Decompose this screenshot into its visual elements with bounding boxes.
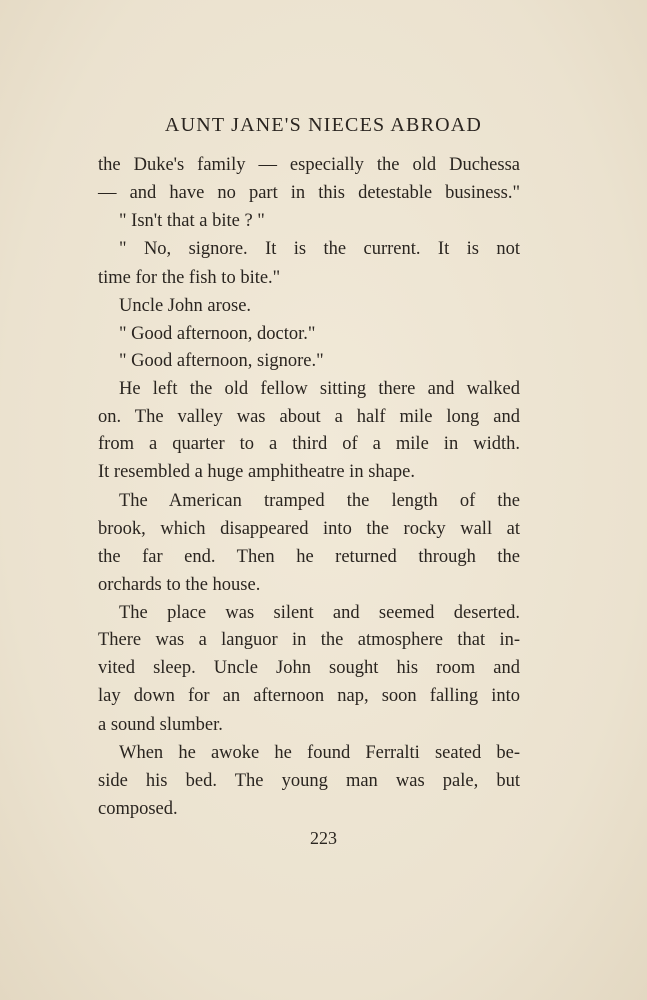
text-line: Uncle John arose.	[119, 296, 252, 316]
text-line: on. The valley was about a half mile long and	[98, 407, 520, 427]
text-line: time for the fish to bite."	[98, 268, 281, 288]
text-line: the far end. Then he returned through the	[98, 547, 520, 567]
text-line: — and have no part in this detestable business."	[98, 183, 520, 203]
text-line: The American tramped the length of the	[119, 491, 520, 511]
text-line: " Good afternoon, signore."	[119, 351, 324, 371]
text-line: When he awoke he found Ferralti seated be-	[119, 743, 520, 763]
text-line: orchards to the house.	[98, 575, 261, 595]
text-line: He left the old fellow sitting there and walked	[119, 379, 520, 399]
running-head: AUNT JANE'S NIECES ABROAD	[164, 114, 483, 136]
page-number: 223	[310, 828, 337, 848]
text-line: from a quarter to a third of a mile in width.	[98, 434, 520, 454]
text-line: lay down for an afternoon nap, soon falling into	[98, 686, 520, 706]
text-line: " Good afternoon, doctor."	[119, 324, 316, 344]
text-line: " Isn't that a bite ? "	[119, 211, 265, 231]
text-line: vited sleep. Uncle John sought his room and	[98, 658, 520, 678]
text-line: It resembled a huge amphitheatre in shape.	[98, 462, 415, 482]
text-line: The place was silent and seemed deserted.	[119, 603, 520, 623]
text-line: side his bed. The young man was pale, but	[98, 771, 520, 791]
text-line: There was a languor in the atmosphere that in-	[98, 630, 520, 650]
text-line: the Duke's family — especially the old Duchessa	[98, 155, 520, 175]
text-line: brook, which disappeared into the rocky wall at	[98, 519, 520, 539]
text-line: " No, signore. It is the current. It is not	[119, 239, 520, 259]
text-line: a sound slumber.	[98, 715, 223, 735]
text-line: composed.	[98, 799, 178, 819]
